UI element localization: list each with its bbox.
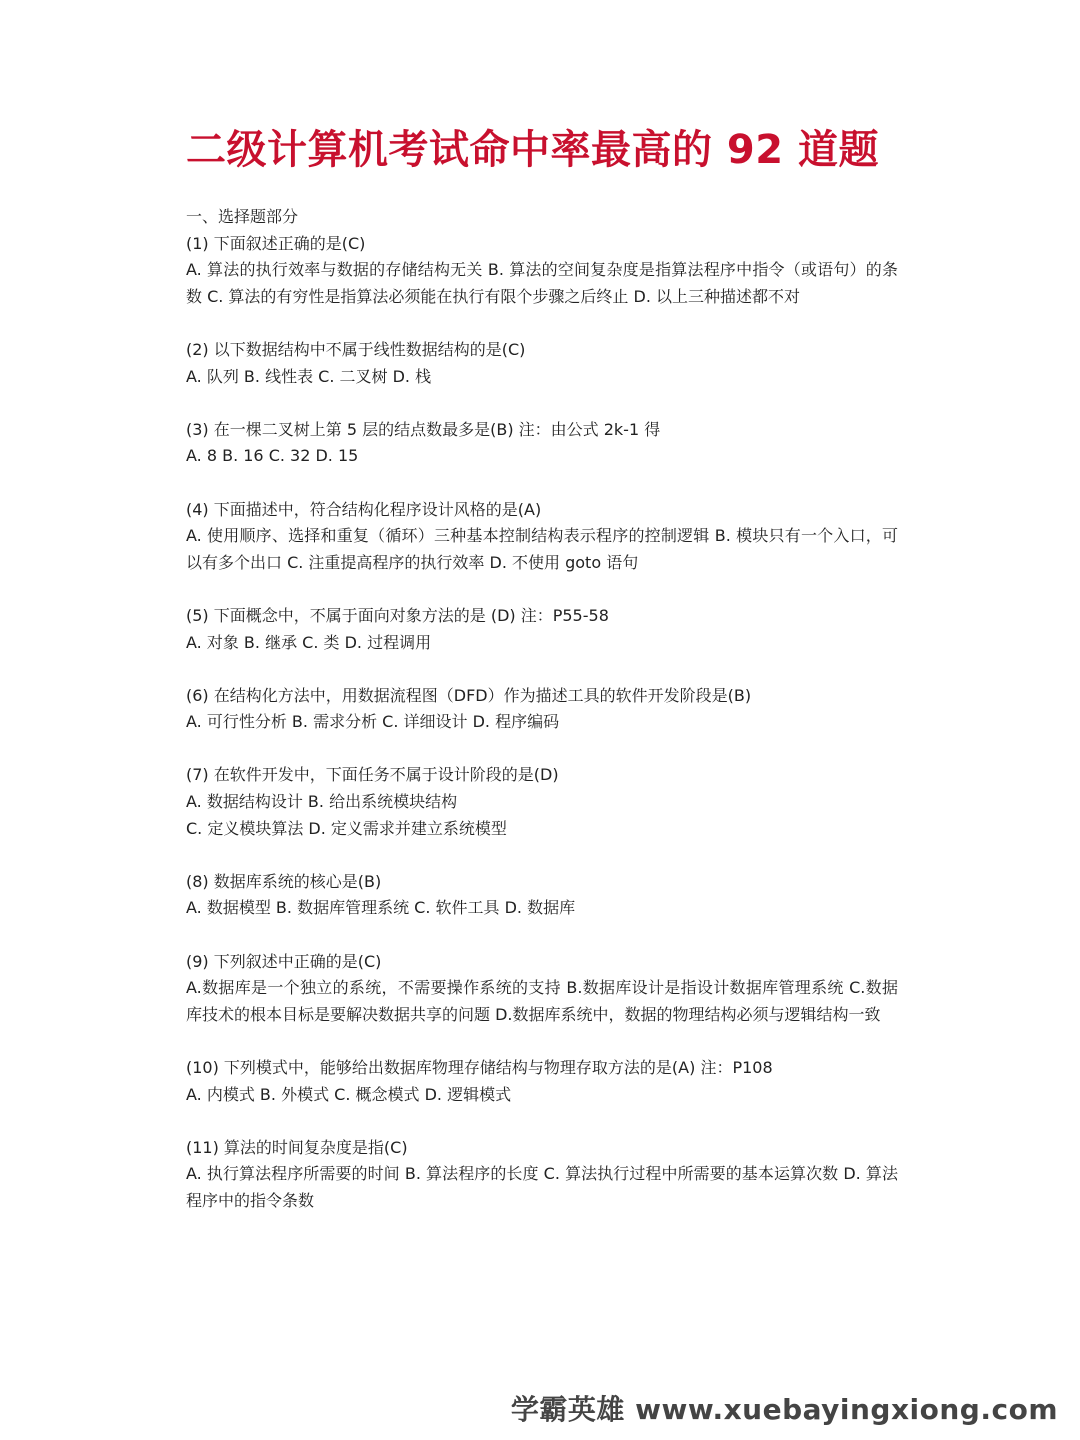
question-options: A. 使用顺序、选择和重复（循环）三种基本控制结构表示程序的控制逻辑 B. 模块只有一个入口，可以有多个出口 C. 注重提高程序的执行效率 D. 不使用 goto 语句 [186, 526, 898, 572]
footer-watermark: 学霸英雄 www.xuebayingxiong.com [510, 1393, 1058, 1426]
question-text: (10) 下列模式中，能够给出数据库物理存储结构与物理存取方法的是(A) 注：P108 [186, 1058, 773, 1077]
question-options: A. 队列 B. 线性表 C. 二叉树 D. 栈 [186, 366, 432, 386]
question-6 [186, 683, 898, 736]
question-7 [186, 762, 898, 842]
question-options: A. 8 B. 16 C. 32 D. 15 [186, 446, 359, 466]
question-10 [186, 1055, 898, 1108]
question-text: (9) 下列叙述中正确的是(C) [186, 951, 382, 971]
section-heading: 一、选择题部分 [186, 207, 299, 226]
question-2 [186, 337, 898, 390]
question-11 [186, 1135, 898, 1215]
question-options: C. 定义模块算法 D. 定义需求并建立系统模型 [186, 818, 507, 838]
question-text: (7) 在软件开发中，下面任务不属于设计阶段的是(D) [186, 765, 559, 785]
question-options: A. 数据模型 B. 数据库管理系统 C. 软件工具 D. 数据库 [186, 898, 576, 918]
question-3 [186, 417, 898, 470]
question-8 [186, 869, 898, 922]
question-text: (2) 以下数据结构中不属于线性数据结构的是(C) [186, 339, 526, 359]
question-text: (6) 在结构化方法中，用数据流程图（DFD）作为描述工具的软件开发阶段是(B) [186, 685, 752, 705]
question-options: A. 执行算法程序所需要的时间 B. 算法程序的长度 C. 算法执行过程中所需要的基本运算次数 D. 算法程序中的指令条数 [186, 1164, 898, 1210]
question-options: A. 数据结构设计 B. 给出系统模块结构 [186, 792, 458, 812]
question-9 [186, 949, 898, 1029]
question-options: A. 算法的执行效率与数据的存储结构无关 B. 算法的空间复杂度是指算法程序中指令（或语句）的条数 C. 算法的有穷性是指算法必须能在执行有限个步骤之后终止 D. 以上三种描述都不对 [186, 260, 898, 306]
question-5 [186, 603, 898, 656]
question-text: (11) 算法的时间复杂度是指(C) [186, 1137, 408, 1157]
question-text: (3) 在一棵二叉树上第 5 层的结点数最多是(B) 注：由公式 2k-1 得 [186, 419, 661, 439]
document-page [186, 120, 898, 1241]
question-options: A. 对象 B. 继承 C. 类 D. 过程调用 [186, 632, 432, 652]
question-text: (1) 下面叙述正确的是(C) [186, 233, 366, 253]
question-options: A. 可行性分析 B. 需求分析 C. 详细设计 D. 程序编码 [186, 712, 560, 732]
question-4 [186, 497, 898, 577]
question-text: (4) 下面描述中，符合结构化程序设计风格的是(A) [186, 499, 542, 519]
question-options: A.数据库是一个独立的系统，不需要操作系统的支持 B.数据库设计是指设计数据库管理系统 C.数据库技术的根本目标是要解决数据共享的问题 D.数据库系统中，数据的物理结构必须与逻辑结构一致 [186, 978, 898, 1024]
question-text: (8) 数据库系统的核心是(B) [186, 871, 382, 891]
document-title: 二级计算机考试命中率最高的 92 道题 [186, 127, 880, 173]
question-text: (5) 下面概念中，不属于面向对象方法的是 (D) 注：P55-58 [186, 605, 609, 625]
question-1 [186, 231, 898, 311]
question-options: A. 内模式 B. 外模式 C. 概念模式 D. 逻辑模式 [186, 1084, 512, 1104]
